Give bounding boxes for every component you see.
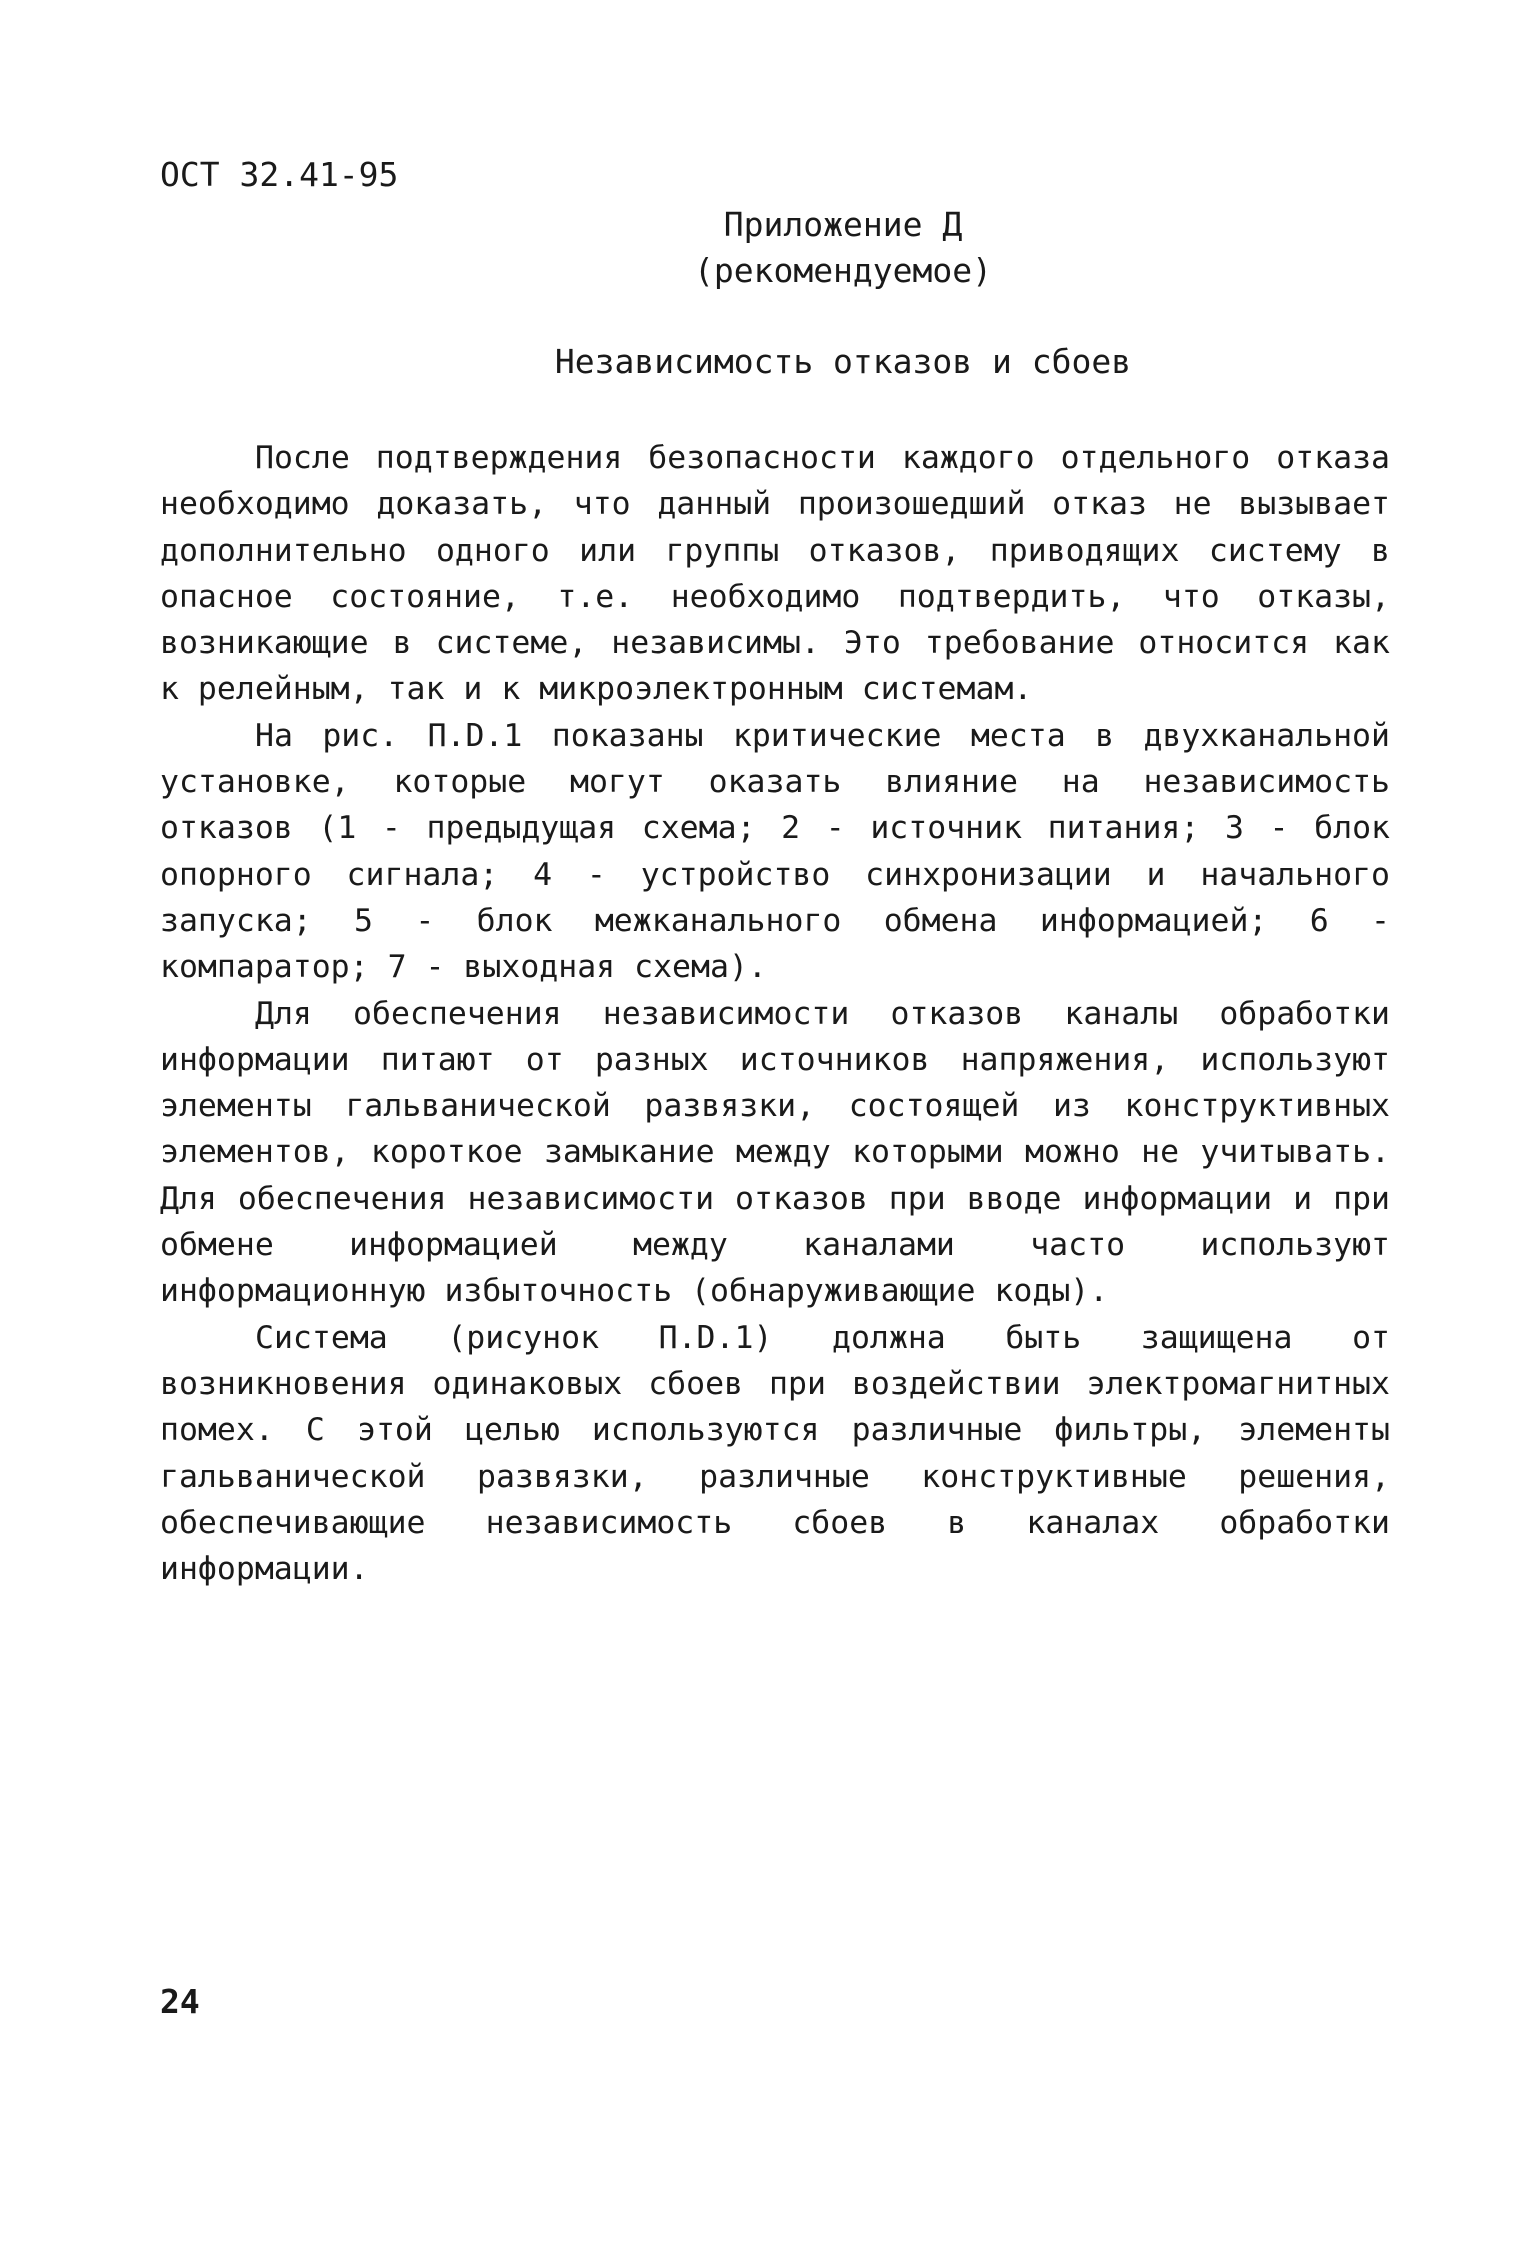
- paragraph: После подтверждения безопасности каждого отдельного отказа необходимо доказать, что данный произошедший отказ не вызывает дополнительно одного или группы отказов, приводящих систему в опасное состояние, т.е. необходимо подтвердить, что отказы, возникающие в системе, независимы. Это требование относится как к релейным, так и к микроэлектронным системам.: [160, 440, 1390, 708]
- document-code: ОСТ 32.41-95: [160, 155, 399, 194]
- page-number: 24: [160, 1982, 200, 2021]
- appendix-status: (рекомендуемое): [693, 251, 992, 290]
- paragraph: Система (рисунок П.D.1) должна быть защищена от возникновения одинаковых сбоев при воздействии электромагнитных помех. С этой целью используются различные фильтры, элементы гальванической развязки, различные конструктивные решения, обеспечивающие независимость сбоев в каналах обработки информации.: [160, 1319, 1390, 1588]
- body-text: [160, 435, 1390, 1592]
- section-heading: Независимость отказов и сбоев: [554, 342, 1132, 381]
- appendix-title: Приложение Д: [723, 205, 963, 244]
- paragraph: На рис. П.D.1 показаны критические места в двухканальной установке, которые могут оказать влияние на независимость отказов (1 - предыдущая схема; 2 - источник питания; 3 - блок опорного сигнала; 4 - устройство синхронизации и начального запуска; 5 - блок межканального обмена информацией; 6 - компаратор; 7 - выходная схема).: [160, 717, 1390, 986]
- paragraph: Для обеспечения независимости отказов каналы обработки информации питают от разных источников напряжения, используют элементы гальванической развязки, состоящей из конструктивных элементов, короткое замыкание между которыми можно не учитывать. Для обеспечения независимости отказов при вводе информации и при обмене информацией между каналами часто используют информационную избыточность (обнаруживающие коды).: [160, 995, 1390, 1310]
